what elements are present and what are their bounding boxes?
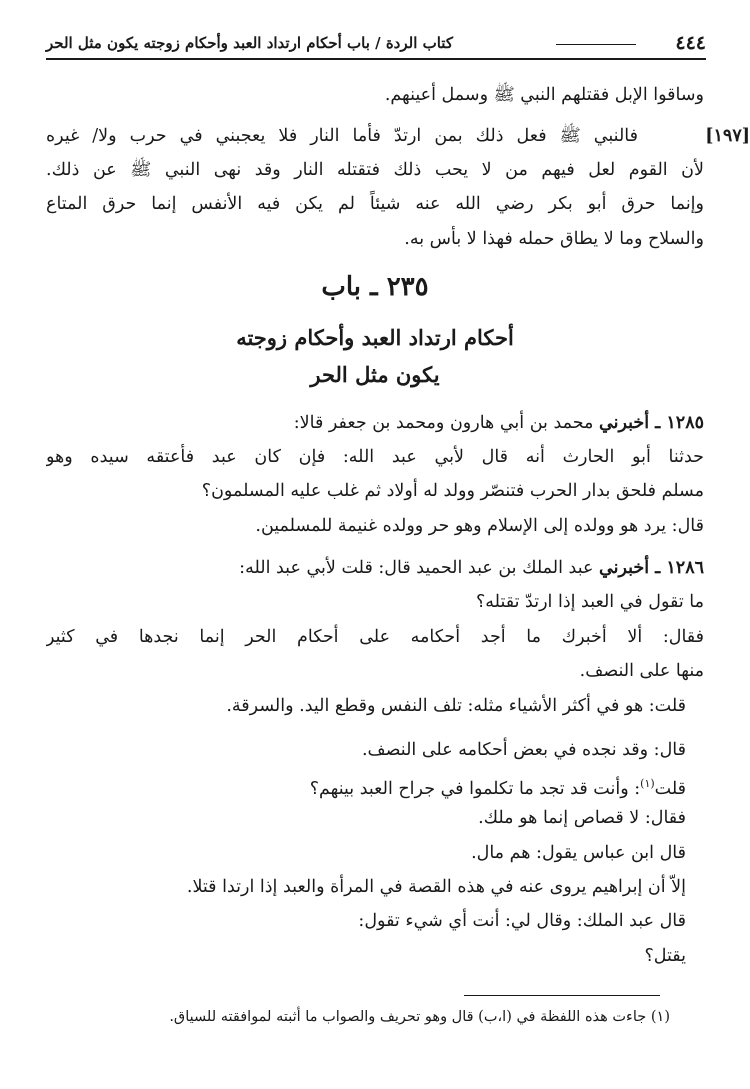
narration-chain: عبد الملك بن عبد الحميد قال: قلت لأبي عبد الله: [239, 558, 599, 578]
narration-number: ١٢٨٥ ـ أخبرني [599, 413, 704, 433]
text-line: قال: يرد هو وولده إلى الإسلام وهو حر وولده غنيمة للمسلمين. [255, 516, 704, 536]
text-line: فالنبي ﷺ فعل ذلك بمن ارتدّ فأما النار فلا يعجبني في حرب ولا/ غيره [46, 126, 638, 146]
page-header [46, 30, 706, 60]
text-line: حدثنا أبو الحارث أنه قال لأبي عبد الله: فإن كان عبد فأعتقه سيده وهو [46, 447, 704, 467]
chapter-title-line: أحكام ارتداد العبد وأحكام زوجته [236, 325, 514, 350]
narration-heading [46, 553, 704, 583]
text-line: قال عبد الملك: وقال لي: أنت أي شيء تقول: [358, 911, 686, 931]
chapter-heading: ٢٣٥ ـ باب [321, 272, 429, 302]
page-number: ٤٤٤ [675, 32, 706, 54]
text-line: لأن القوم لعل فيهم من لا يحب ذلك فتقتله النار وقد نهى النبي ﷺ عن ذلك. [46, 160, 704, 180]
paragraph-number: [١٩٧] [705, 126, 750, 146]
text-line [46, 769, 686, 804]
footnote-reference[interactable]: (١) [640, 777, 655, 790]
text-line: يقتل؟ [644, 946, 686, 966]
text-line: منها على النصف. [579, 661, 704, 681]
header-rule [46, 58, 706, 60]
text-line: وإنما حرق أبو بكر رضي الله عنه شيئاً لم يكن فيه الأنفس إنما حرق المتاع [46, 194, 704, 214]
chapter-title-line: يكون مثل الحر [310, 362, 440, 387]
narration-chain: محمد بن أبي هارون ومحمد بن جعفر قالا: [293, 413, 599, 433]
running-title: كتاب الردة / باب أحكام ارتداد العبد وأحكام زوجته يكون مثل الحر [46, 34, 453, 52]
text-line: وساقوا الإبل فقتلهم النبي ﷺ وسمل أعينهم. [384, 85, 704, 105]
text-line: قلت: هو في أكثر الأشياء مثله: تلف النفس وقطع اليد. والسرقة. [226, 696, 686, 716]
narration-number: ١٢٨٦ ـ أخبرني [599, 558, 704, 578]
text-line: فقال: ألا أخبرك ما أجد أحكامه على أحكام الحر إنما نجدها في كثير [46, 627, 704, 647]
text-line: ما تقول في العبد إذا ارتدّ تقتله؟ [476, 592, 704, 612]
qult-word: قلت [654, 778, 686, 799]
text-line: إلاّ أن إبراهيم يروى عنه في هذه القصة في المرأة والعبد إذا ارتدا قتلا. [186, 877, 686, 897]
header-dash-divider [556, 44, 636, 45]
text-line: فقال: لا قصاص إنما هو ملك. [478, 808, 686, 828]
text-line: قال ابن عباس يقول: هم مال. [471, 843, 686, 863]
text-line: قال: وقد نجده في بعض أحكامه على النصف. [361, 740, 686, 760]
text-line: والسلاح وما لا يطاق حمله فهذا لا بأس به. [404, 229, 704, 249]
footnote-rule [464, 995, 660, 996]
footnote: (١) جاءت هذه اللفظة في (ا،ب) قال وهو تحريف والصواب ما أثبته لموافقته للسياق. [169, 1009, 670, 1025]
text-line: مسلم فلحق بدار الحرب فتنصّر وولد له أولاد ثم غلب عليه المسلمون؟ [201, 481, 704, 501]
qult-rest: : وأنت قد تجد ما تكلموا في جراح العبد بينهم؟ [309, 778, 641, 799]
narration-heading [46, 408, 704, 438]
